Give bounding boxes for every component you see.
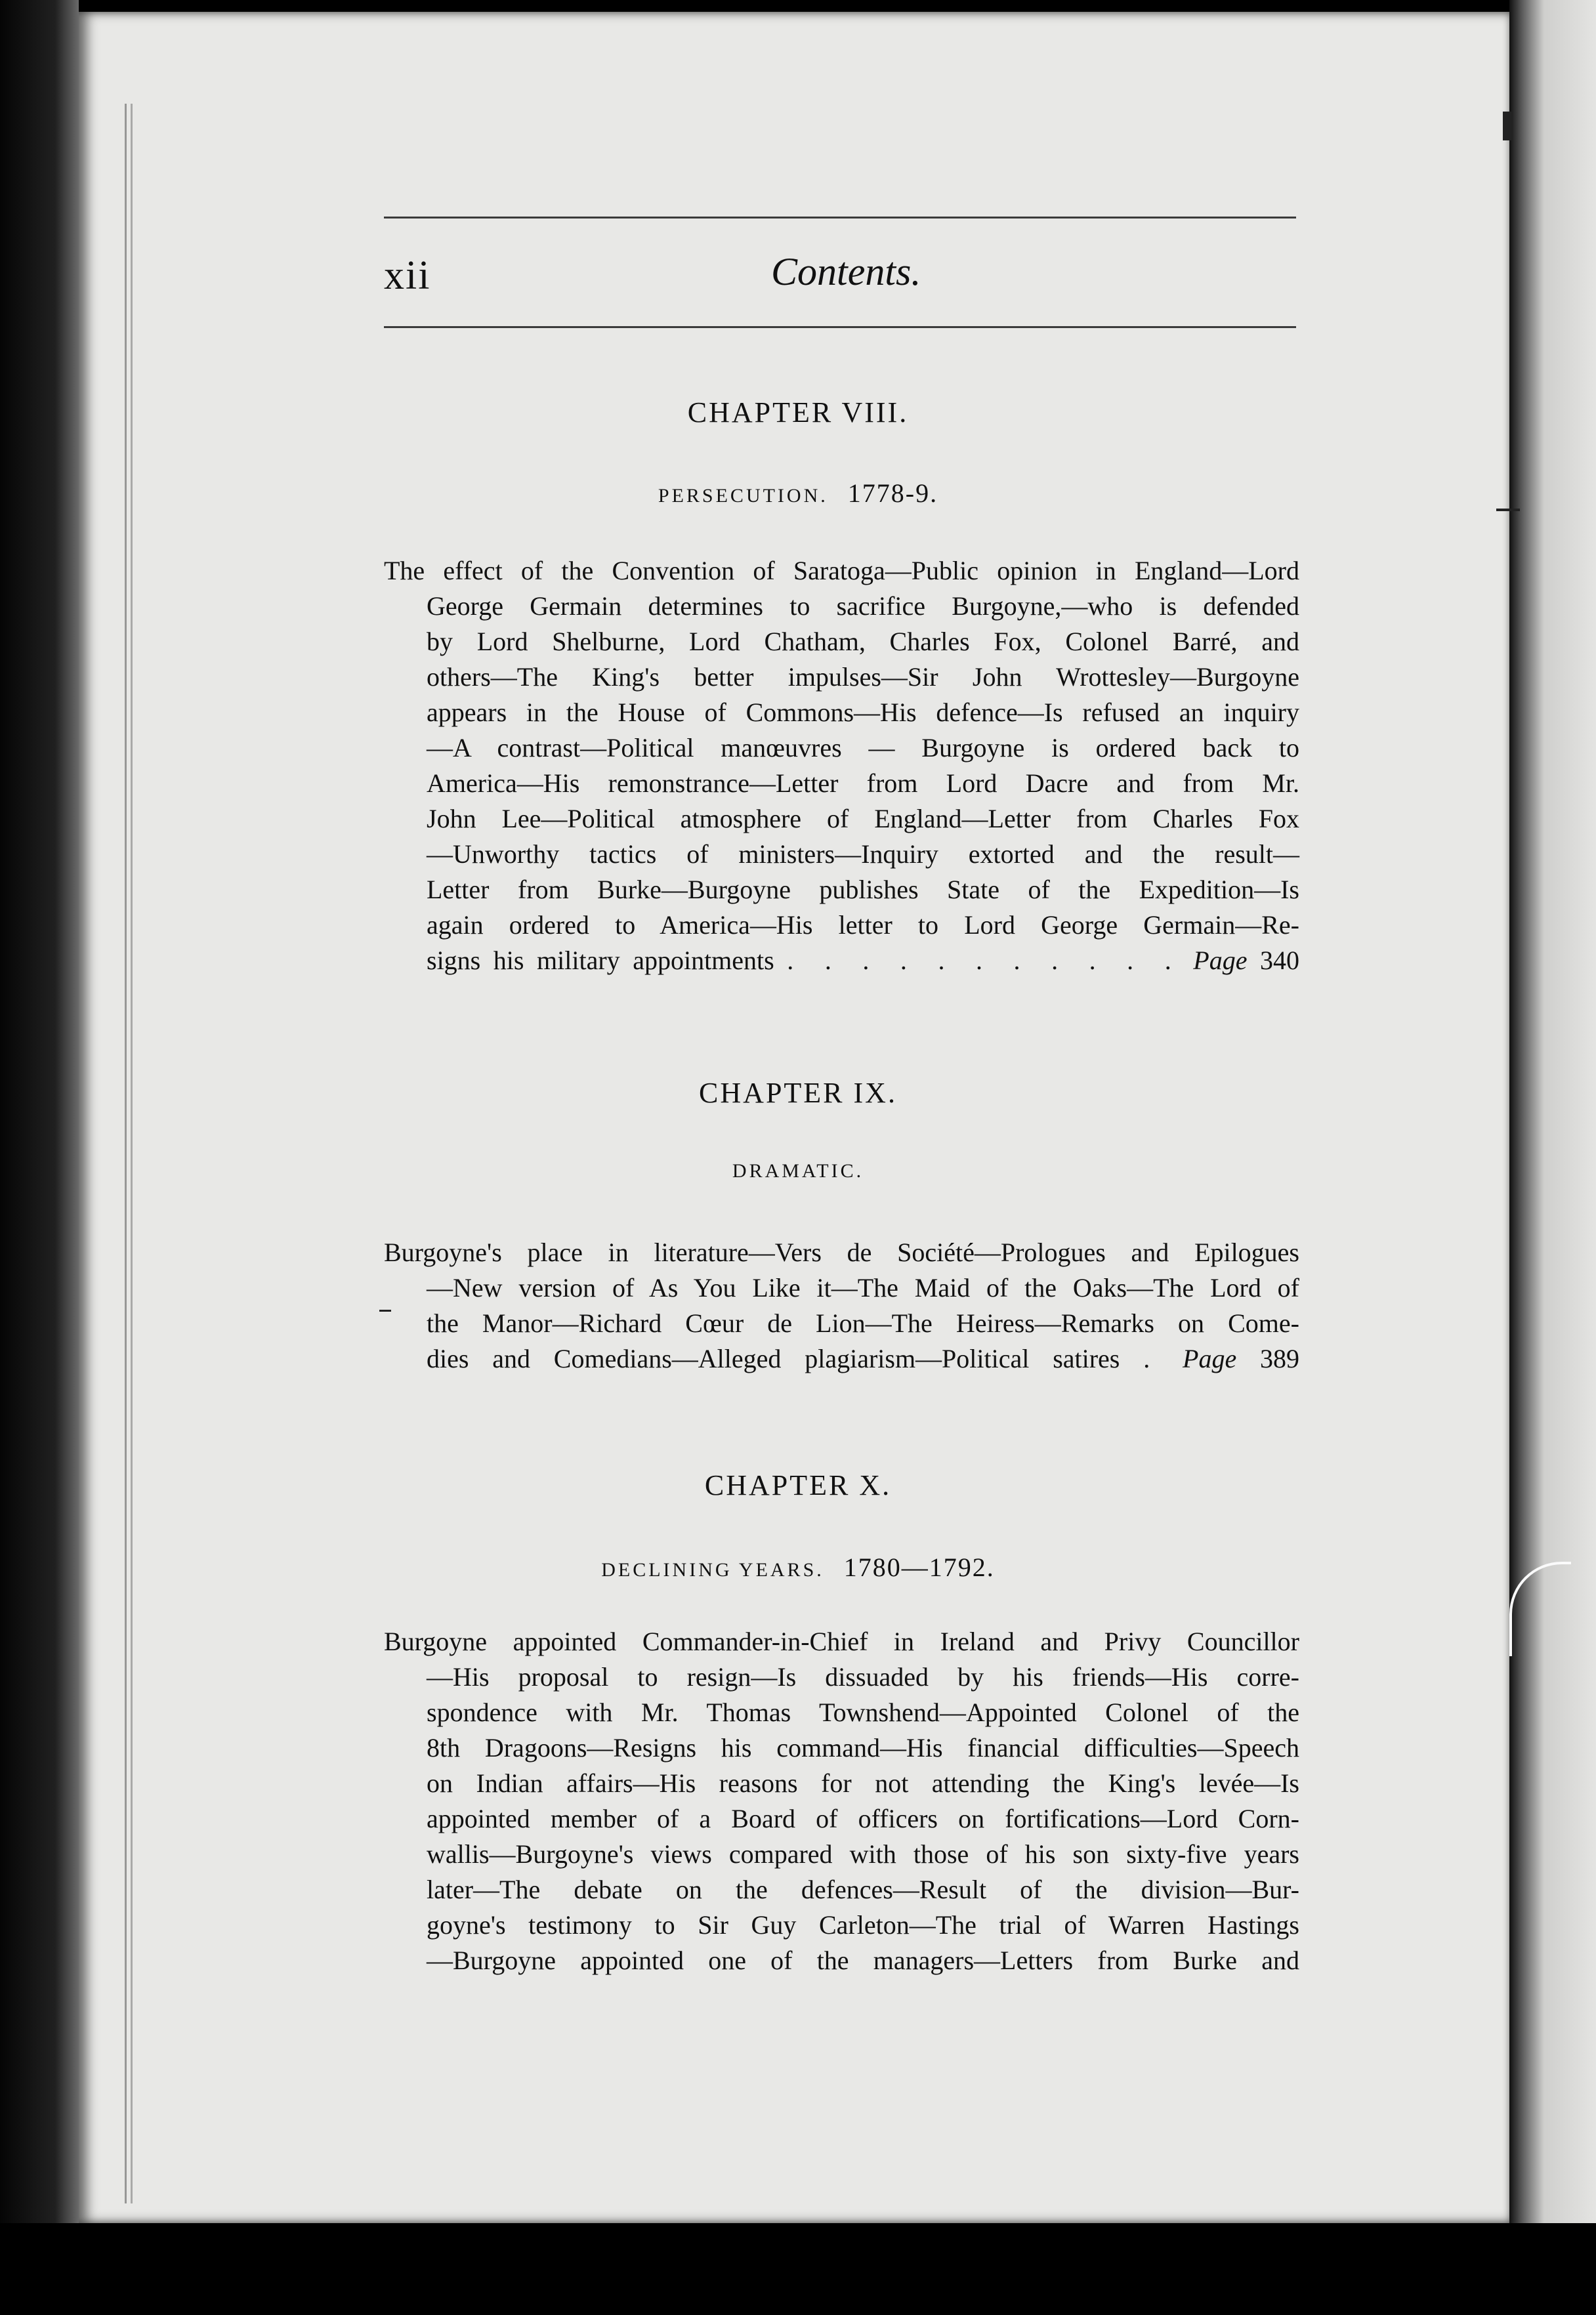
dot-leaders: . [1143, 1344, 1160, 1373]
scan-border-bottom [0, 2223, 1596, 2315]
summary-line: —Burgoyne appointed one of the managers—Letters from Burke and [427, 1946, 1299, 1975]
summary-line: America—His remonstrance—Letter from Lord Dacre and from Mr. [427, 768, 1299, 798]
chapter-heading: CHAPTER X. [704, 1469, 892, 1501]
chapter-heading: CHAPTER VIII. [687, 396, 909, 428]
summary-line: Letter from Burke—Burgoyne publishes State of the Expedition—Is [427, 875, 1299, 904]
summary-line: again ordered to America—His letter to Lord George Germain—Re- [427, 910, 1299, 940]
page-ref-number: 389 [1260, 1344, 1300, 1373]
summary-line: —A contrast—Political manœuvres — Burgoyne is ordered back to [427, 733, 1299, 762]
summary-line: goyne's testimony to Sir Guy Carleton—The trial of Warren Hastings [427, 1910, 1299, 1940]
summary-line: 8th Dragoons—Resigns his command—His financial difficulties—Speech [427, 1733, 1299, 1762]
summary-line: others—The King's better impulses—Sir John Wrottesley—Burgoyne [427, 662, 1299, 692]
summary-line: The effect of the Convention of Saratoga—Public opinion in England—Lord [384, 556, 1299, 585]
page-reference [1193, 946, 1299, 975]
summary-line: Burgoyne's place in literature—Vers de Société—Prologues and Epilogues [384, 1238, 1299, 1267]
summary-line: wallis—Burgoyne's views compared with those of his son sixty-five years [427, 1839, 1299, 1869]
chapter-summary [384, 1624, 1299, 1978]
summary-line: on Indian affairs—His reasons for not attending the King's levée—Is [427, 1768, 1299, 1798]
chapter-subtitle-text: DRAMATIC. [732, 1160, 864, 1182]
page-number: xii [384, 253, 431, 298]
summary-line: —New version of As You Like it—The Maid of the Oaks—The Lord of [427, 1273, 1299, 1303]
chapter-years: 1780—1792. [843, 1553, 995, 1582]
scan-border-left [0, 0, 79, 2315]
chapter-subtitle [0, 1552, 1596, 1583]
page-reference [1183, 1344, 1299, 1373]
chapter-subtitle [0, 1160, 1596, 1182]
page-label: Page [1183, 1344, 1237, 1373]
summary-line-text: dies and Comedians—Alleged plagiarism—Political satires [427, 1344, 1120, 1373]
summary-line: appears in the House of Commons—His defence—Is refused an inquiry [427, 698, 1299, 727]
summary-line-final [384, 1341, 1299, 1377]
scan-speck [1503, 112, 1512, 140]
header-rule-top [384, 217, 1296, 219]
next-page-edge [1509, 0, 1596, 2315]
chapter-summary [384, 553, 1299, 978]
chapter-subtitle [0, 478, 1596, 509]
running-title: Contents. [771, 250, 921, 293]
summary-line: George Germain determines to sacrifice Burgoyne,—who is defended [427, 591, 1299, 621]
summary-line: later—The debate on the defences—Result of the division—Bur- [427, 1875, 1299, 1904]
summary-line: the Manor—Richard Cœur de Lion—The Heiress—Remarks on Come- [427, 1308, 1299, 1338]
chapter-subtitle-text: PERSECUTION. [658, 485, 828, 507]
dot-leaders: . . . . . . . . . . . [787, 946, 1181, 975]
summary-line: —His proposal to resign—Is dissuaded by his friends—His corre- [427, 1662, 1299, 1692]
page-label: Page [1193, 946, 1248, 975]
chapter-years: 1778-9. [847, 478, 938, 508]
summary-line: appointed member of a Board of officers on fortifications—Lord Corn- [427, 1804, 1299, 1833]
summary-line: by Lord Shelburne, Lord Chatham, Charles Fox, Colonel Barré, and [427, 627, 1299, 656]
summary-line-text: signs his military appointments [427, 946, 774, 975]
summary-line: Burgoyne appointed Commander-in-Chief in Ireland and Privy Councillor [384, 1627, 1299, 1656]
header-rule-bottom [384, 326, 1296, 328]
page-ref-number: 340 [1260, 946, 1300, 975]
chapter-summary [384, 1235, 1299, 1377]
summary-line-final [384, 943, 1299, 978]
summary-line: John Lee—Political atmosphere of England—Letter from Charles Fox [427, 804, 1299, 833]
chapter-heading: CHAPTER IX. [699, 1077, 897, 1109]
chapter-subtitle-text: DECLINING YEARS. [601, 1559, 824, 1581]
summary-line: spondence with Mr. Thomas Townshend—Appointed Colonel of the [427, 1698, 1299, 1727]
scan-speck [1496, 509, 1520, 511]
summary-line: —Unworthy tactics of ministers—Inquiry extorted and the result— [427, 839, 1299, 869]
